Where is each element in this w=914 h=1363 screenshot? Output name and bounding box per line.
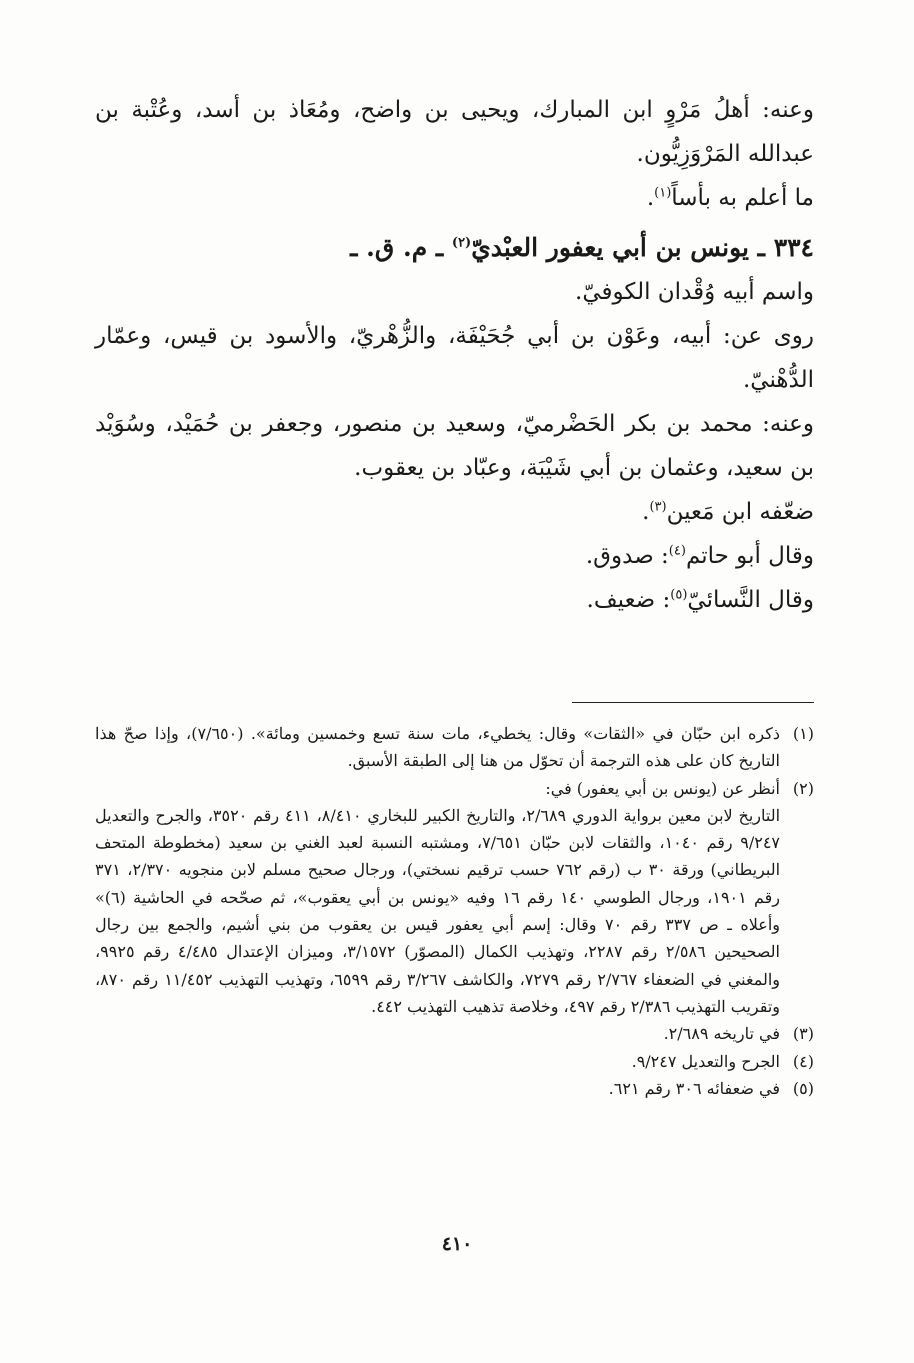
paragraph-text: ما أعلم به بأساً bbox=[671, 185, 814, 211]
paragraph-text: وعنه: أهلُ مَرْوٍ ابن المبارك، ويحيى بن واضح، ومُعَاذ بن أسد، وعُتْبة بن عبدالله المَرْوَزِيُّون. bbox=[95, 97, 814, 167]
footnote-marker[interactable]: (٥) bbox=[670, 587, 688, 603]
footnote-marker[interactable]: (٣) bbox=[649, 499, 667, 515]
footnote-marker[interactable]: (٢) bbox=[451, 235, 472, 251]
entry-heading bbox=[95, 226, 814, 270]
paragraph-text: واسم أبيه وُقْدان الكوفيّ. bbox=[575, 279, 814, 305]
paragraph-text: : صدوق. bbox=[585, 543, 669, 569]
entry-title-suffix: ـ م. ق. ـ bbox=[350, 233, 452, 262]
paragraph-text: . bbox=[646, 185, 655, 211]
footnote-text: في تاريخه ٢/٦٨٩. bbox=[663, 1024, 780, 1044]
paragraph-text: روى عن: أبيه، وعَوْن بن أبي جُحَيْفَة، والزُّهْريّ، والأسود بن قيس، وعمّار الدُّهْنيّ. bbox=[95, 323, 814, 393]
footnote-number: (٥) bbox=[792, 1078, 814, 1098]
paragraph-text: وعنه: محمد بن بكر الحَضْرميّ، وسعيد بن منصور، وجعفر بن حُمَيْد، وسُوَيْد بن سعيد، وعثمان بن أبي شَيْبَة، وعبّاد بن يعقوب. bbox=[95, 411, 814, 481]
footnote-number: (٤) bbox=[792, 1051, 814, 1071]
paragraph-text: : ضعيف. bbox=[586, 587, 671, 613]
entry-title: ٣٣٤ ـ يونس بن أبي يعفور العبْديّ bbox=[471, 233, 814, 262]
paragraph-narrated-by bbox=[95, 402, 814, 490]
paragraph-text: ضعّفه ابن مَعين bbox=[666, 499, 814, 525]
paragraph-ibn-maeen bbox=[95, 490, 814, 534]
paragraph-narrators-from bbox=[95, 88, 814, 176]
footnote-2-sources bbox=[95, 802, 814, 1020]
footnote-2 bbox=[95, 775, 814, 802]
page-number: ٤١٠ bbox=[441, 1233, 473, 1255]
footnote-number: (١) bbox=[792, 724, 814, 743]
footnote-marker[interactable]: (٤) bbox=[668, 543, 686, 559]
footnotes bbox=[95, 720, 814, 1102]
footnote-marker[interactable]: (١) bbox=[654, 185, 672, 201]
footnote-text: أنظر عن (يونس بن أبي يعفور) في: bbox=[545, 778, 780, 798]
paragraph-text: وقال أبو حاتم bbox=[685, 543, 814, 569]
paragraph-assessment bbox=[95, 176, 814, 220]
footnote-text: الجرح والتعديل ٩/٢٤٧. bbox=[631, 1051, 780, 1071]
footnote-number: (٢) bbox=[792, 778, 814, 798]
footnote-1 bbox=[95, 720, 814, 775]
paragraph-narrated-from bbox=[95, 314, 814, 402]
footnote-text: التاريخ لابن معين برواية الدوري ٢/٦٨٩، والتاريخ الكبير للبخاري ٨/٤١٠، ٤١١ رقم ٣٥٢٠، والجرح والتعديل ٩/٢٤٧ رقم ١٠٤٠، والثقات لابن حبّان ٧/٦٥١، ومشتبه النسبة لعبد الغني بن سعيد (مخطوطة المتحف البريطاني) ورقة ٣٠ ب (رقم ٧٦٢ حسب ترقيم نسختي)، ورجال صحيح مسلم لابن منجويه ٢/٣٧٠، ٣٧١ رقم ١٩٠١، ورجال الطوسي ١٤٠ رقم ١٦ وفيه «يونس بن أبي يعقوب»، ثم صحّحه في الحاشية (٦)» وأعلاه ـ ص ٣٣٧ رقم ٧٠ وقال: إسم أبي يعفور قيس بن يعقوب من بني أشيم، والجمع بين رجال الصحيحين ٢/٥٨٦ رقم ٢٢٨٧، وتهذيب الكمال (المصوّر) ٣/١٥٧٢، وميزان الإعتدال ٤/٤٨٥ رقم ٩٩٢٥، والمغني في الضعفاء ٢/٧٦٧ رقم ٧٢٧٩، والكاشف ٣/٢٦٧ رقم ٦٥٩٩، وتهذيب التهذيب ١١/٤٥٢ رقم ٨٧٠، وتقريب التهذيب ٢/٣٨٦ رقم ٤٩٧، وخلاصة تذهيب التهذيب ٤٤٢. bbox=[95, 805, 781, 1016]
footnote-3 bbox=[95, 1020, 814, 1047]
paragraph-text: . bbox=[642, 499, 650, 525]
footnote-5 bbox=[95, 1075, 814, 1102]
paragraph-abu-hatim bbox=[95, 534, 814, 578]
footnote-4 bbox=[95, 1048, 814, 1075]
footnote-number: (٣) bbox=[792, 1024, 814, 1044]
footnote-divider bbox=[572, 702, 814, 703]
footnote-text: ذكره ابن حبّان في «الثقات» وقال: يخطيء، مات سنة تسع وخمسين ومائة». (٧/٦٥٠)، وإذا صحّ هذا التاريخ كان على هذه الترجمة أن تحوّل من هنا إلى الطبقة الأسبق. bbox=[95, 724, 780, 771]
paragraph-nasai bbox=[95, 578, 814, 622]
paragraph-father-name bbox=[95, 270, 814, 314]
paragraph-text: وقال النَّسائيّ bbox=[687, 587, 814, 613]
footnote-text: في ضعفائه ٣٠٦ رقم ٦٢١. bbox=[608, 1078, 780, 1098]
main-text bbox=[95, 88, 814, 622]
